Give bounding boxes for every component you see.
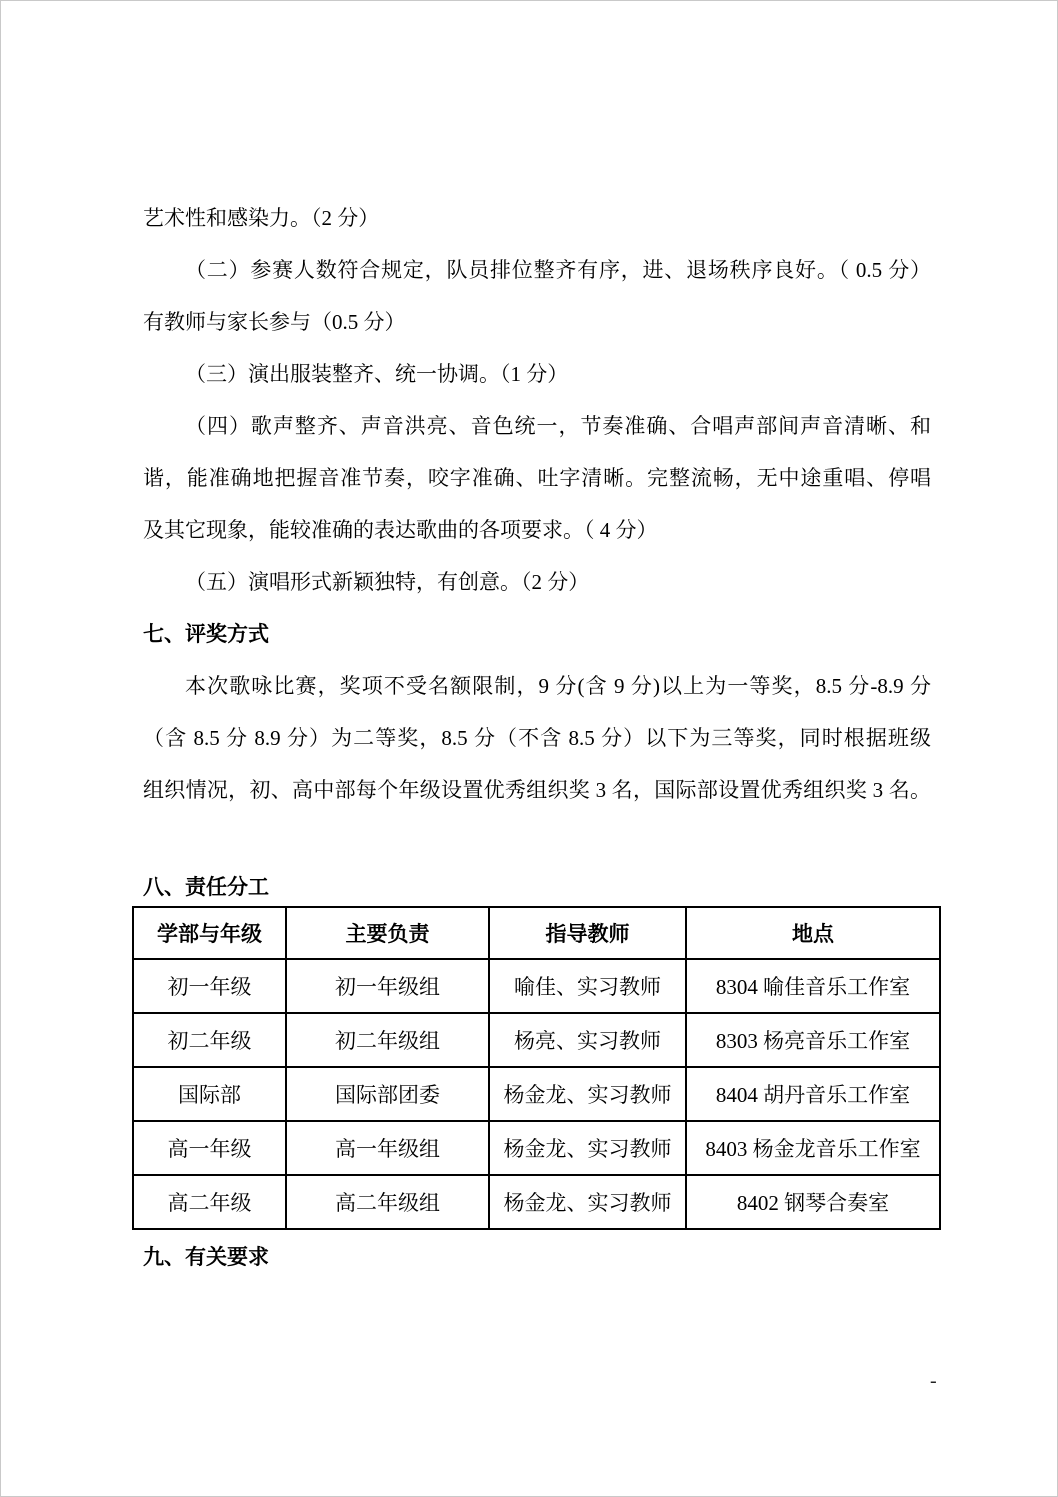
table-row [133,1067,940,1121]
paragraph-line: （二）参赛人数符合规定，队员排位整齐有序，进、退场秩序良好。（ 0.5 分） [185,258,931,282]
table-cell: 初二年级 [133,1013,286,1067]
paragraph-line: 及其它现象，能较准确的表达歌曲的各项要求。（ 4 分） [143,518,658,542]
paragraph-line: （四）歌声整齐、声音洪亮、音色统一，节奏准确、合唱声部间声音清晰、和 [185,414,931,438]
table-row [133,1121,940,1175]
table-cell: 8402 钢琴合奏室 [686,1175,940,1229]
table-body [133,959,940,1229]
table-cell: 8304 喻佳音乐工作室 [686,959,940,1013]
table-cell: 国际部团委 [286,1067,489,1121]
table-cell: 高二年级 [133,1175,286,1229]
table-cell: 初二年级组 [286,1013,489,1067]
section-heading-responsibility: 八、责任分工 [143,875,269,899]
table-cell: 8403 杨金龙音乐工作室 [686,1121,940,1175]
table-header-row [133,907,940,959]
paragraph-line: （三）演出服装整齐、统一协调。（1 分） [185,362,569,386]
blank-line [143,816,931,868]
responsibility-table [132,906,941,1230]
table-row [133,1175,940,1229]
table-cell: 初一年级组 [286,959,489,1013]
paragraph-lines [143,192,931,816]
table-cell: 国际部 [133,1067,286,1121]
table-cell: 喻佳、实习教师 [489,959,686,1013]
paragraph-line: （五）演唱形式新颖独特，有创意。（2 分） [185,570,590,594]
table-row [133,1013,940,1067]
table-cell: 初一年级 [133,959,286,1013]
paragraph-line: （含 8.5 分 8.9 分）为二等奖，8.5 分（不含 8.5 分）以下为三等奖，同时根据班级 [143,726,931,750]
table-row [133,959,940,1013]
table-cell: 8404 胡丹音乐工作室 [686,1067,940,1121]
section-heading-line: 七、评奖方式 [143,622,269,646]
paragraph-line: 艺术性和感染力。（2 分） [143,206,380,230]
paragraph-line: 组织情况，初、高中部每个年级设置优秀组织奖 3 名，国际部设置优秀组织奖 3 名。 [143,778,931,802]
table-header-cell: 地点 [686,907,940,959]
table-header-cell: 指导教师 [489,907,686,959]
page-footer-mark: - [930,1370,937,1392]
section-heading-requirements: 九、有关要求 [143,1245,269,1269]
table-cell: 8303 杨亮音乐工作室 [686,1013,940,1067]
table-cell: 高二年级组 [286,1175,489,1229]
table-cell: 杨金龙、实习教师 [489,1121,686,1175]
table-cell: 杨亮、实习教师 [489,1013,686,1067]
table-cell: 高一年级组 [286,1121,489,1175]
document-body [143,192,931,1279]
table-cell: 杨金龙、实习教师 [489,1067,686,1121]
paragraph-line: 有教师与家长参与（0.5 分） [143,310,406,334]
table-header-cell: 主要负责 [286,907,489,959]
table-cell: 杨金龙、实习教师 [489,1175,686,1229]
table-cell: 高一年级 [133,1121,286,1175]
paragraph-line: 谐，能准确地把握音准节奏，咬字准确、吐字清晰。完整流畅，无中途重唱、停唱 [143,466,931,490]
paragraph-line: 本次歌咏比赛，奖项不受名额限制，9 分(含 9 分)以上为一等奖，8.5 分-8.9 分 [185,674,931,698]
table-header-cell: 学部与年级 [133,907,286,959]
